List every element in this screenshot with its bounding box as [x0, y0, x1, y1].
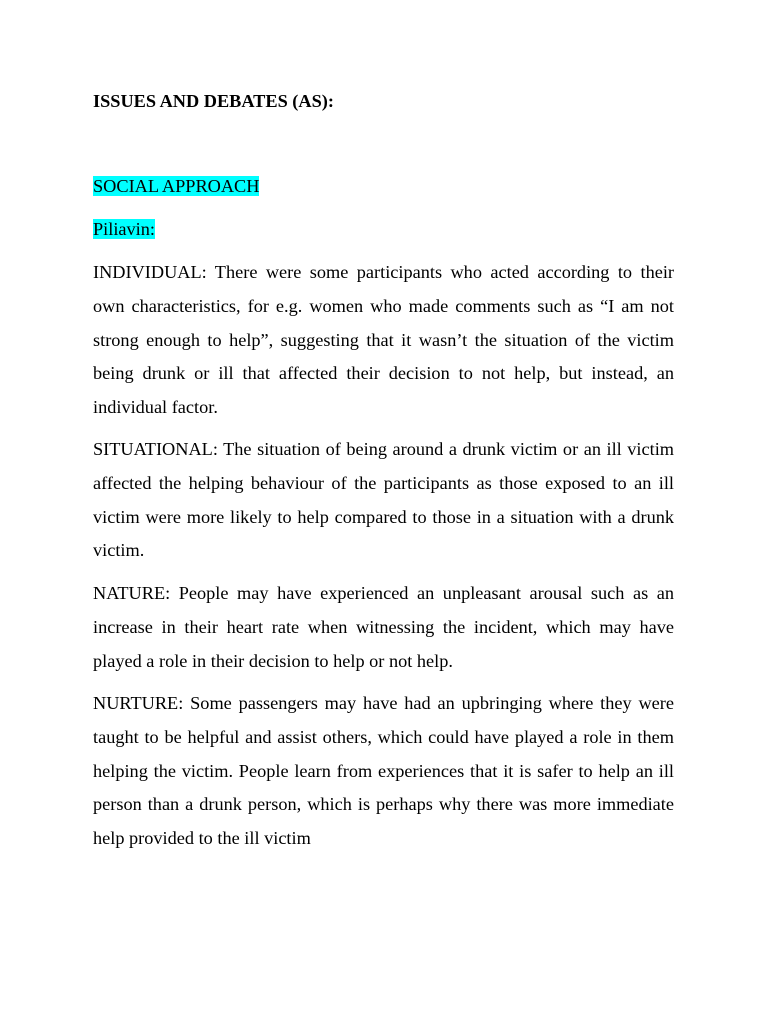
paragraph-situational: SITUATIONAL: The situation of being around a drunk victim or an ill victim affected the helping behaviour of the participants as those exposed to an ill victim were more likely to help compared to those in a situation with a drunk victim. — [93, 439, 674, 561]
paragraph-individual: INDIVIDUAL: There were some participants who acted according to their own characteristics, for e.g. women who made comments such as “I am not strong enough to help”, suggesting that it wasn’t the situation of the victim being drunk or ill that affected their decision to not help, but instead, an individual factor. — [93, 262, 674, 418]
paragraph-nature: NATURE: People may have experienced an unpleasant arousal such as an increase in their heart rate when witnessing the incident, which may have played a role in their decision to help or not help. — [93, 583, 674, 671]
paragraph-nurture: NURTURE: Some passengers may have had an upbringing where they were taught to be helpful and assist others, which could have played a role in them helping the victim. People learn from experiences that it is safer to help an ill person than a drunk person, which is perhaps why there was more immediate help provided to the ill victim — [93, 693, 674, 849]
section-heading — [93, 175, 259, 197]
study-heading — [93, 218, 155, 240]
section-heading-highlight: SOCIAL APPROACH — [93, 176, 260, 196]
document-title: ISSUES AND DEBATES (AS): — [93, 91, 334, 111]
study-heading-highlight: Piliavin: — [93, 219, 155, 239]
